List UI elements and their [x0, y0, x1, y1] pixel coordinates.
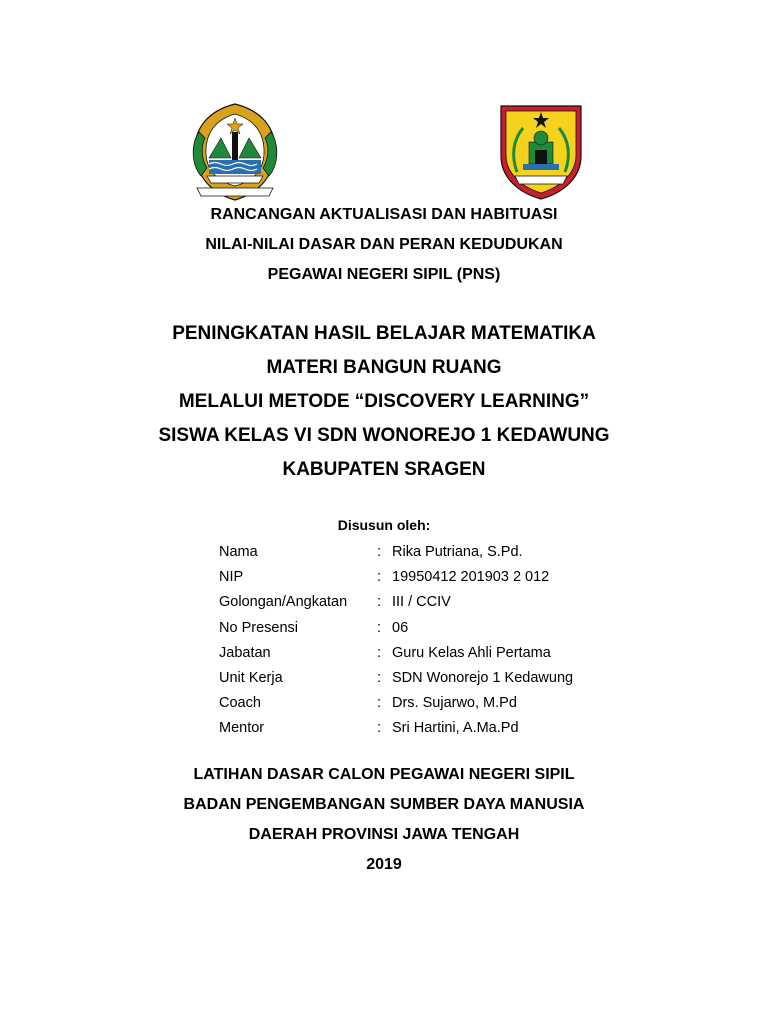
info-label: Unit Kerja: [219, 669, 283, 686]
header-line-3: PEGAWAI NEGERI SIPIL (PNS): [267, 266, 501, 283]
footer-line-2: BADAN PENGEMBANGAN SUMBER DAYA MANUSIA: [183, 796, 585, 813]
title-line-1: PENINGKATAN HASIL BELAJAR MATEMATIKA: [172, 323, 596, 344]
sragen-emblem-graphic: [497, 98, 585, 201]
info-colon: :: [377, 594, 382, 611]
title-line-4: SISWA KELAS VI SDN WONOREJO 1 KEDAWUNG: [158, 425, 610, 446]
info-colon: :: [377, 544, 382, 560]
info-value: III / CCIV: [392, 594, 451, 611]
jawa-tengah-emblem: [189, 102, 281, 202]
info-value: Sri Hartini, A.Ma.Pd: [392, 720, 519, 737]
info-value: 06: [392, 619, 409, 636]
info-colon: :: [377, 695, 382, 712]
info-value: Drs. Sujarwo, M.Pd: [392, 695, 517, 712]
info-label: NIP: [219, 569, 244, 586]
info-label: Golongan/Angkatan: [219, 594, 348, 611]
footer-year: 2019: [366, 856, 402, 873]
jawa-tengah-emblem-graphic: [189, 102, 281, 202]
info-colon: :: [377, 569, 382, 586]
title-line-2: MATERI BANGUN RUANG: [266, 357, 502, 378]
sragen-emblem: [497, 98, 585, 201]
info-label: Nama: [219, 544, 258, 560]
footer-line-1: LATIHAN DASAR CALON PEGAWAI NEGERI SIPIL: [193, 766, 575, 783]
title-line-5: KABUPATEN SRAGEN: [282, 459, 486, 480]
info-value: SDN Wonorejo 1 Kedawung: [392, 669, 574, 686]
author-heading: Disusun oleh:: [337, 517, 431, 533]
header-line-1: RANCANGAN AKTUALISASI DAN HABITUASI: [210, 206, 558, 223]
info-label: No Presensi: [219, 619, 298, 636]
info-label: Mentor: [219, 720, 265, 737]
info-colon: :: [377, 619, 382, 636]
title-line-3: MELALUI METODE “DISCOVERY LEARNING”: [178, 391, 590, 412]
info-value: Rika Putriana, S.Pd.: [392, 544, 523, 560]
header-line-2: NILAI-NILAI DASAR DAN PERAN KEDUDUKAN: [205, 236, 563, 253]
info-colon: :: [377, 644, 382, 661]
footer-line-3: DAERAH PROVINSI JAWA TENGAH: [248, 826, 520, 843]
info-colon: :: [377, 720, 382, 737]
info-value: 19950412 201903 2 012: [392, 569, 550, 586]
info-label: Jabatan: [219, 644, 271, 661]
info-value: Guru Kelas Ahli Pertama: [392, 644, 551, 661]
info-label: Coach: [219, 695, 261, 712]
info-colon: :: [377, 669, 382, 686]
